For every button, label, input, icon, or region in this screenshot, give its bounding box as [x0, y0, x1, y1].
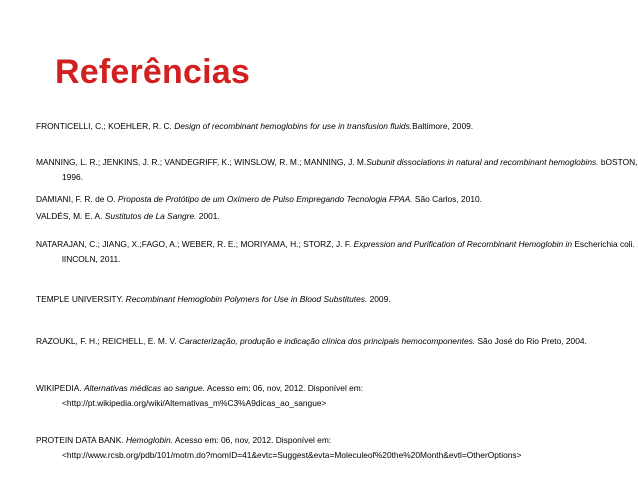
reference-authors: NATARAJAN, C.; JIANG, X.;FAGO, A.; WEBER, R. E.; MORIYAMA, H.; STORZ, J. F.: [36, 239, 354, 249]
reference-details: Acesso em: 06, nov, 2012. Disponível em:: [173, 435, 332, 445]
reference-title: Sustitutos de La Sangre.: [104, 211, 197, 221]
reference-details: Escherichia coli. lINCOLN, 2011.: [62, 239, 635, 264]
reference-authors: WIKIPEDIA.: [36, 383, 84, 393]
reference-item: [36, 209, 638, 224]
reference-item: [36, 381, 638, 411]
reference-details: São Carlos, 2010.: [412, 194, 482, 204]
reference-details: 2009.: [367, 294, 391, 304]
reference-item: [36, 155, 638, 185]
reference-authors: VALDÉS, M. E. A.: [36, 211, 105, 221]
reference-item: [36, 119, 638, 134]
reference-title: Expression and Purification of Recombinant Hemoglobin in: [353, 239, 575, 249]
reference-details: Baltimore, 2009.: [412, 121, 474, 131]
reference-details: Acesso em: 06, nov, 2012. Disponível em:: [204, 383, 364, 393]
reference-title: Design of recombinant hemoglobins for use in transfusion fluids.: [174, 121, 413, 131]
reference-title: Subunit dissociations in natural and recombinant hemoglobins.: [366, 157, 599, 167]
reference-item: [36, 292, 638, 307]
reference-details: São José do Rio Preto, 2004.: [475, 336, 587, 346]
reference-authors: MANNING, L. R.; JENKINS, J. R.; VANDEGRIFF, K.; WINSLOW, R. M.; MANNING, J. M.: [36, 157, 367, 167]
reference-authors: RAZOUKL, F. H.; REICHELL, E. M. V.: [36, 336, 180, 346]
reference-item: [36, 192, 638, 207]
reference-item: [36, 237, 638, 267]
reference-title: Alternativas médicas ao sangue.: [83, 383, 205, 393]
reference-authors: DAMIANI, F. R. de O.: [36, 194, 118, 204]
reference-title: Recombinant Hemoglobin Polymers for Use in Blood Substitutes.: [125, 294, 368, 304]
reference-title: Hemoglobin.: [125, 435, 173, 445]
reference-url[interactable]: <http://www.rcsb.org/pdb/101/motm.do?momID=41&evtc=Suggest&evta=Moleculeof%20the%20Month&evtl=OtherOptions>: [62, 450, 522, 460]
reference-item: [36, 334, 638, 349]
reference-authors: FRONTICELLI, C.; KOEHLER, R. C.: [36, 121, 175, 131]
reference-title: Proposta de Protótipo de um Oxímero de Pulso Empregando Tecnologia FPAA.: [117, 194, 413, 204]
reference-authors: PROTEIN DATA BANK.: [36, 435, 126, 445]
reference-url[interactable]: <http://pt.wikipedia.org/wiki/Alternativas_m%C3%A9dicas_ao_sangue>: [62, 398, 327, 408]
reference-authors: TEMPLE UNIVERSITY.: [36, 294, 126, 304]
reference-item: [36, 433, 638, 463]
reference-details: 2001.: [196, 211, 220, 221]
reference-details: bOSTON, 1996.: [62, 157, 638, 182]
reference-title: Caracterização, produção e indicação clínica dos principais hemocomponentes.: [179, 336, 476, 346]
slide-title: Referências: [55, 53, 250, 91]
